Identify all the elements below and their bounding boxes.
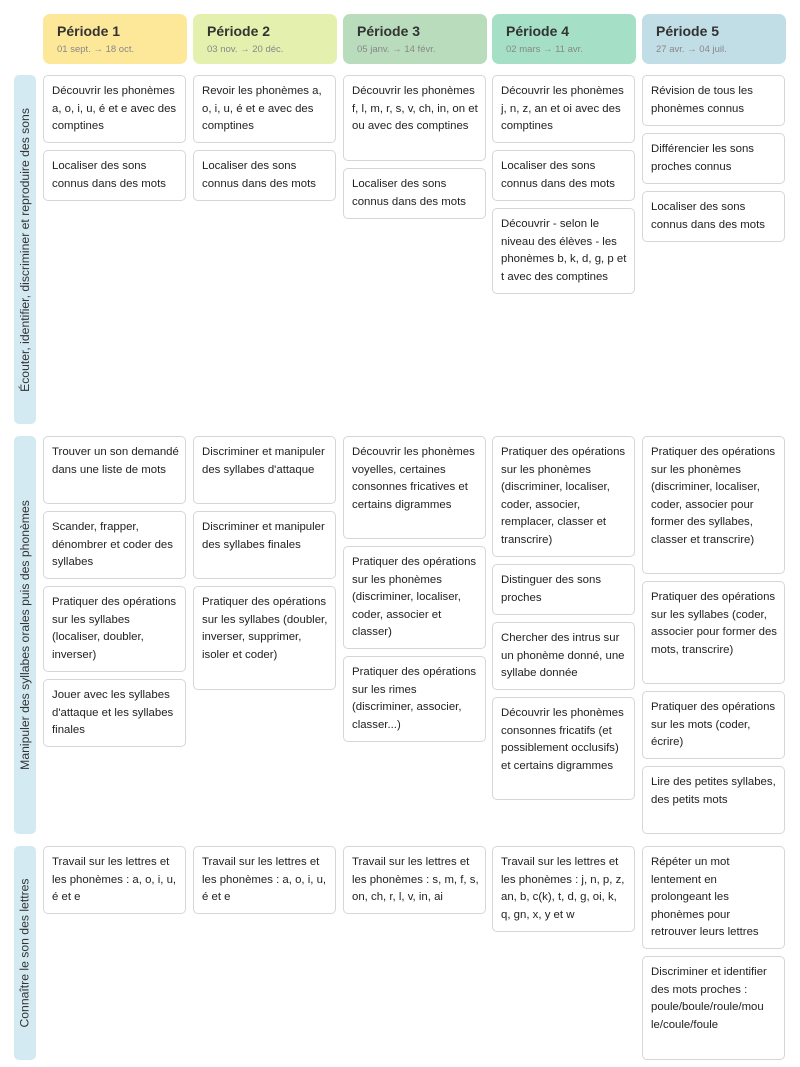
activity-card: Découvrir les phonèmes f, l, m, r, s, v, ch, in, on et ou avec des comptines: [343, 75, 486, 161]
activity-card: Pratiquer des opérations sur les rimes (discriminer, associer, classer...): [343, 656, 486, 742]
row-label-listen: [14, 75, 36, 424]
activity-card: Pratiquer des opérations sur les mots (coder, écrire): [642, 691, 785, 759]
activity-card: Pratiquer des opérations sur les syllabes (doubler, inverser, supprimer, isoler et coder): [193, 586, 336, 690]
period-header-2: [193, 14, 337, 64]
period-dates: 02 mars → 11 avr.: [506, 44, 583, 55]
row-label-text: Connaître le son des lettres: [18, 878, 33, 1028]
activity-card: Travail sur les lettres et les phonèmes : j, n, p, z, an, b, c(k), t, d, g, oi, k, q, gn, x, y et w: [492, 846, 635, 932]
period-header-3: [343, 14, 487, 64]
activity-card: Localiser des sons connus dans des mots: [193, 150, 336, 201]
activity-card: Travail sur les lettres et les phonèmes : a, o, i, u, é et e: [43, 846, 186, 914]
activity-card: Travail sur les lettres et les phonèmes : s, m, f, s, on, ch, r, l, v, in, ai: [343, 846, 486, 914]
period-dates: 01 sept. → 18 oct.: [57, 44, 135, 55]
activity-card: Jouer avec les syllabes d'attaque et les syllabes finales: [43, 679, 186, 747]
activity-card: Découvrir les phonèmes consonnes fricatifs (et possiblement occlusifs) et certains digrammes: [492, 697, 635, 800]
activity-card: Localiser des sons connus dans des mots: [642, 191, 785, 242]
activity-card: Répéter un mot lentement en prolongeant les phonèmes pour retrouver leurs lettres: [642, 846, 785, 949]
activity-card: Localiser des sons connus dans des mots: [43, 150, 186, 201]
activity-card: Lire des petites syllabes, des petits mots: [642, 766, 785, 834]
activity-card: Discriminer et manipuler des syllabes finales: [193, 511, 336, 579]
activity-card: Révision de tous les phonèmes connus: [642, 75, 785, 126]
activity-card: Découvrir - selon le niveau des élèves - les phonèmes b, k, d, g, p et t avec des comptines: [492, 208, 635, 294]
period-title: Période 5: [656, 23, 720, 39]
activity-card: Pratiquer des opérations sur les syllabes (localiser, doubler, inverser): [43, 586, 186, 672]
row-label-letters: [14, 846, 36, 1060]
activity-card: Pratiquer des opérations sur les syllabes (coder, associer pour former des mots, transcrire): [642, 581, 785, 684]
activity-card: Distinguer des sons proches: [492, 564, 635, 615]
period-title: Période 3: [357, 23, 421, 39]
activity-card: Discriminer et manipuler des syllabes d'attaque: [193, 436, 336, 504]
activity-card: Découvrir les phonèmes j, n, z, an et oi avec des comptines: [492, 75, 635, 143]
period-header-4: [492, 14, 636, 64]
activity-card: Chercher des intrus sur un phonème donné, une syllabe donnée: [492, 622, 635, 690]
activity-card: Travail sur les lettres et les phonèmes : a, o, i, u, é et e: [193, 846, 336, 914]
activity-card: Pratiquer des opérations sur les phonèmes (discriminer, localiser, coder, associer pour former des syllabes, classer et transcrire): [642, 436, 785, 574]
activity-card: Pratiquer des opérations sur les phonèmes (discriminer, localiser, coder, associer, remplacer, classer et transcrire): [492, 436, 635, 557]
period-title: Période 2: [207, 23, 271, 39]
activity-card: Localiser des sons connus dans des mots: [343, 168, 486, 219]
activity-card: Pratiquer des opérations sur les phonèmes (discriminer, localiser, coder, associer et classer): [343, 546, 486, 649]
activity-card: Localiser des sons connus dans des mots: [492, 150, 635, 201]
row-label-text: Écouter, identifier, discriminer et reproduire des sons: [18, 107, 32, 392]
period-dates: 05 janv. → 14 févr.: [357, 44, 436, 55]
activity-card: Trouver un son demandé dans une liste de mots: [43, 436, 186, 504]
period-title: Période 4: [506, 23, 570, 39]
activity-card: Différencier les sons proches connus: [642, 133, 785, 184]
period-dates: 03 nov. → 20 déc.: [207, 44, 284, 55]
row-label-text: Manipuler des syllabes orales puis des phonèmes: [18, 500, 33, 770]
activity-card: Découvrir les phonèmes voyelles, certaines consonnes fricatives et certains digrammes: [343, 436, 486, 539]
activity-card: Discriminer et identifier des mots proches : poule/boule/roule/mou le/coule/foule: [642, 956, 785, 1060]
row-label-manipulate: [14, 436, 36, 834]
activity-card: Scander, frapper, dénombrer et coder des syllabes: [43, 511, 186, 579]
period-dates: 27 avr. → 04 juil.: [656, 44, 727, 55]
period-header-1: [43, 14, 187, 64]
period-header-5: [642, 14, 786, 64]
activity-card: Revoir les phonèmes a, o, i, u, é et e avec des comptines: [193, 75, 336, 143]
activity-card: Découvrir les phonèmes a, o, i, u, é et e avec des comptines: [43, 75, 186, 143]
period-title: Période 1: [57, 23, 121, 39]
